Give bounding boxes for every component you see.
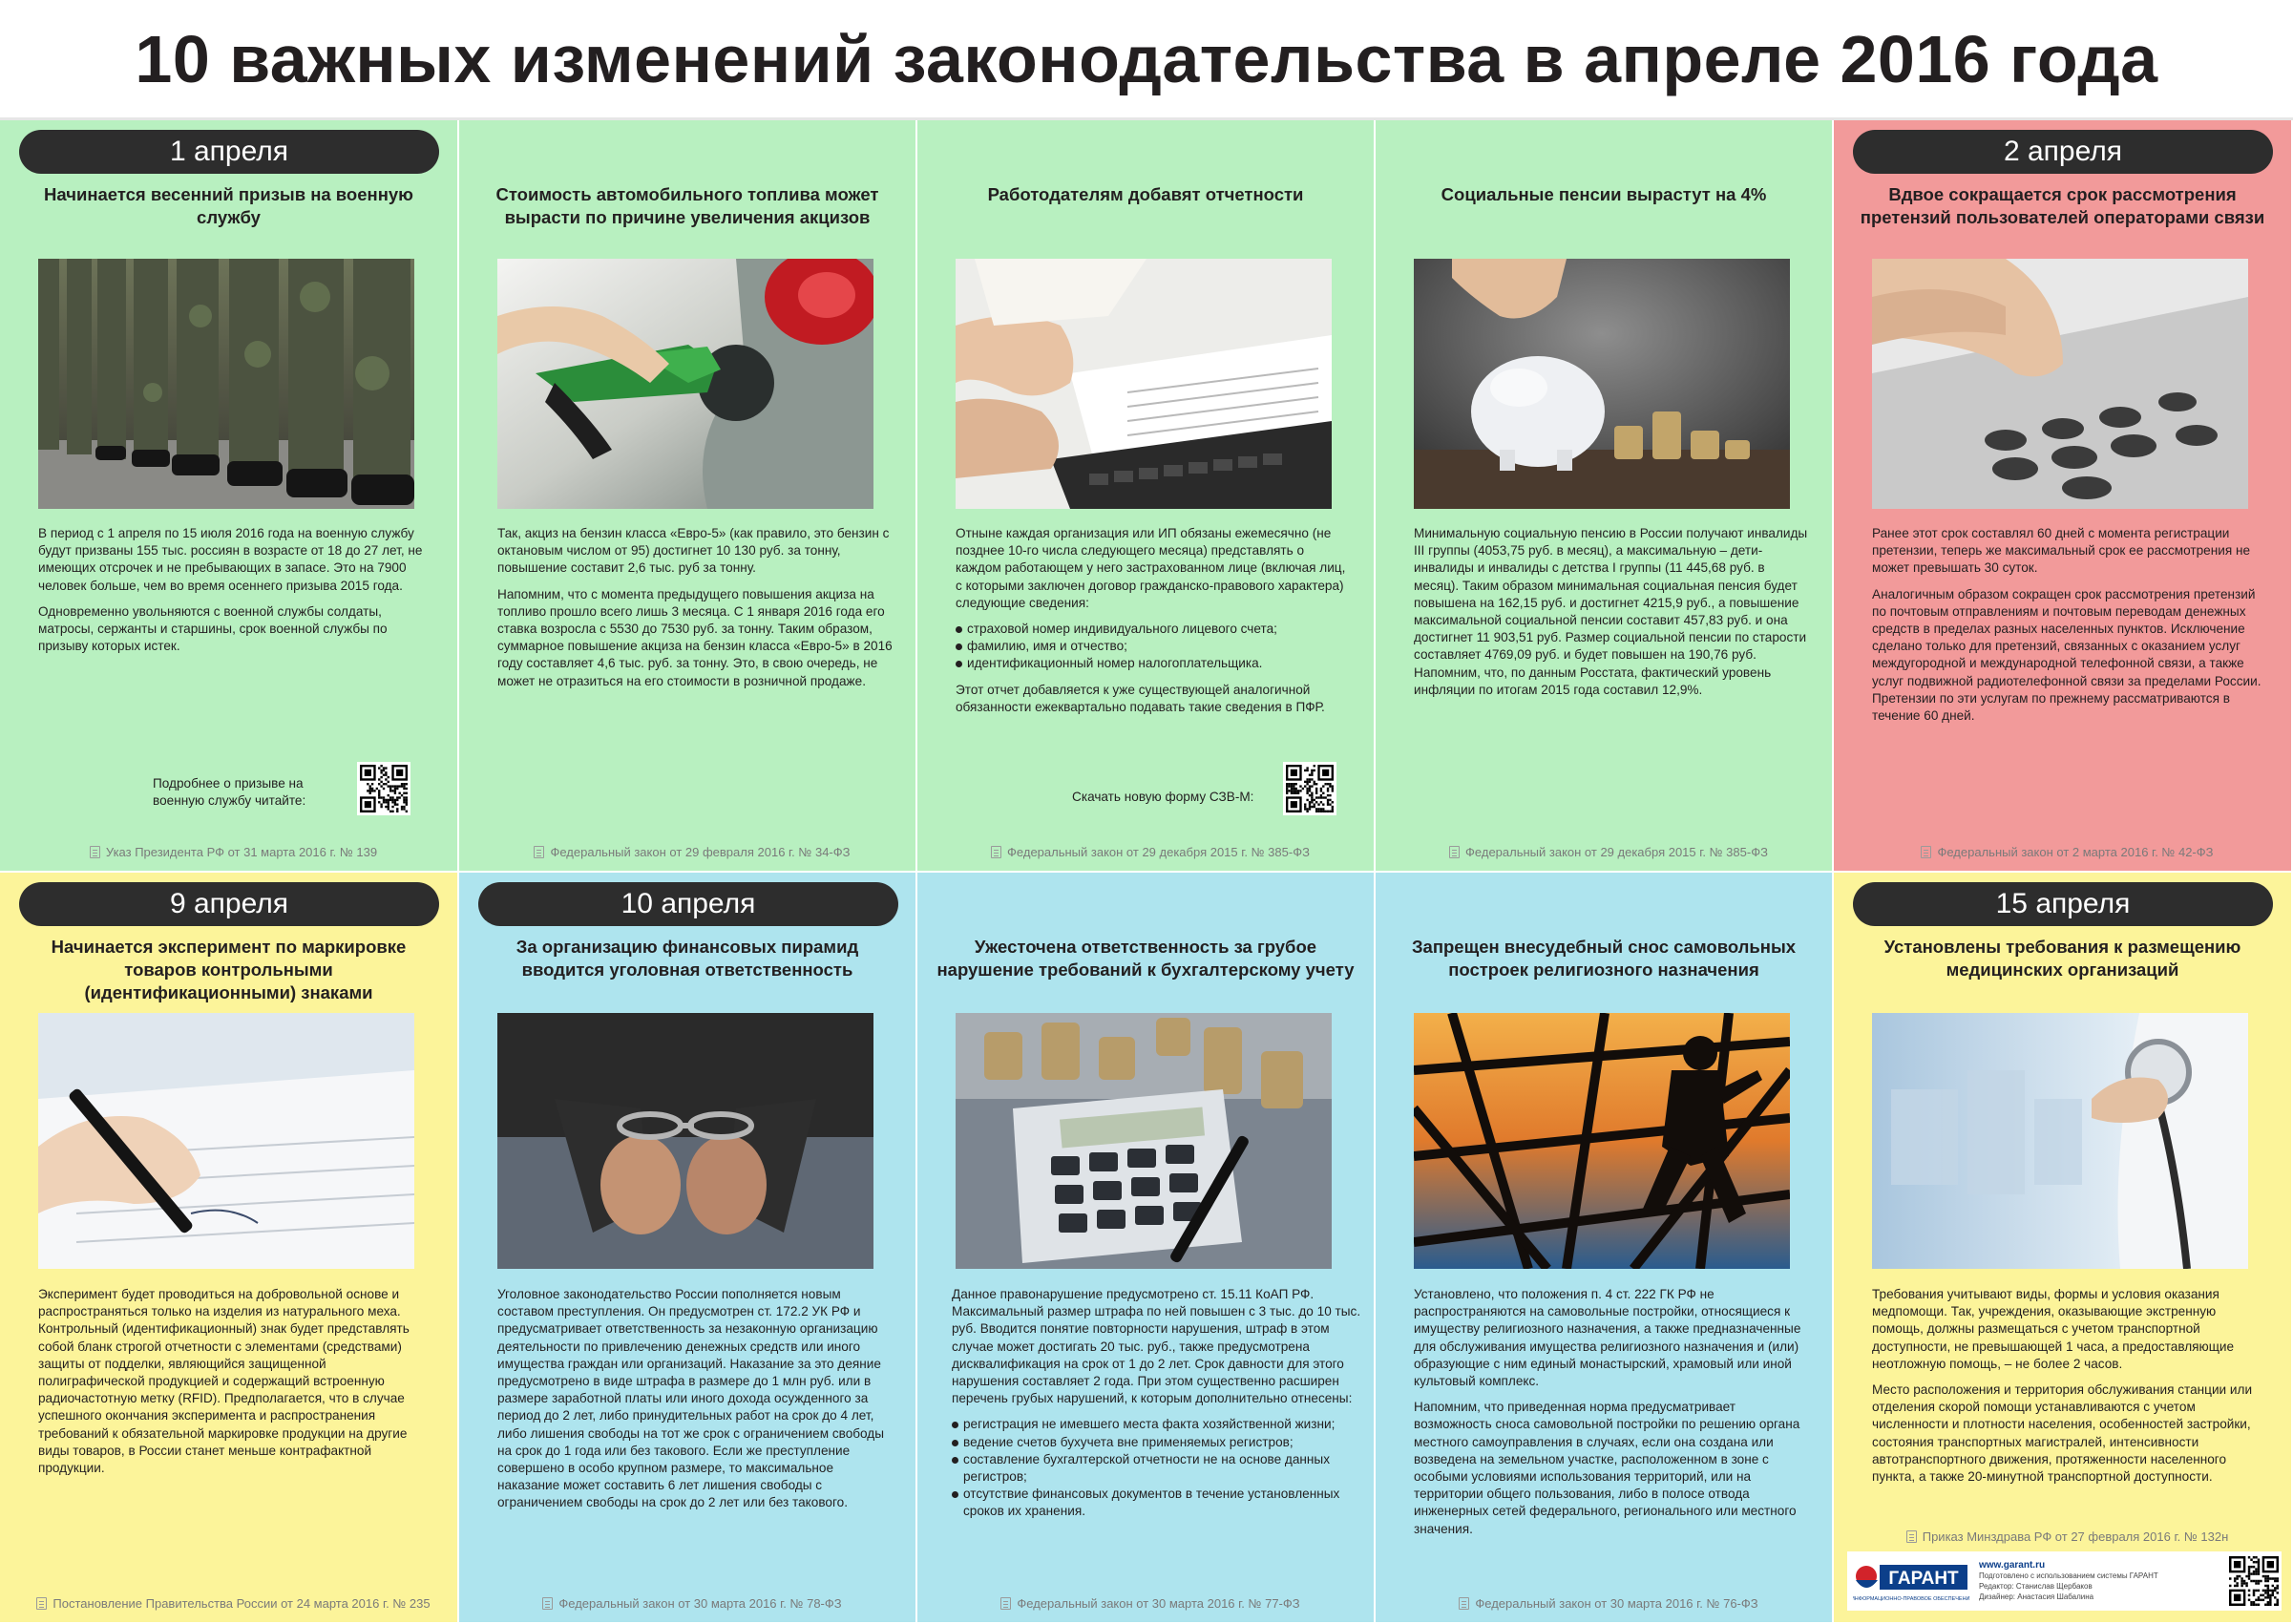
card-body bbox=[1414, 1286, 1811, 1547]
garant-text bbox=[1979, 1560, 2189, 1602]
card-heading: Вдвое сокращается срок рассмотрения претензий пользователей операторами связи bbox=[1860, 184, 2265, 227]
date-pill: 10 апреля bbox=[478, 882, 898, 926]
card-body bbox=[38, 525, 436, 664]
paragraph: Данное правонарушение предусмотрено ст. 15.11 КоАП РФ. Максимальный размер штрафа по ней повышен с 3 тыс. до 10 тыс. руб. Вводится понятие повторности нарушения, штраф в этом случае может достигать 20 тыс. руб., также предусмотрена дисквалификация на срок от 1 до 2 лет. Срок давности для этого нарушения составляет 2 года. При этом существенно расширен перечень грубых нарушений, к которым дополнительно отнесены: bbox=[952, 1287, 1361, 1406]
card-medical-organizations bbox=[1834, 873, 2293, 1624]
credit-line: Подготовлено с использованием системы ГАРАНТ bbox=[1979, 1571, 2158, 1580]
paragraph: Уголовное законодательство России пополняется новым составом преступления. Он предусмотрен ст. 172.2 УК РФ и предусматривает ответственность за незаконную организацию деятельности по привлечению денежных средств или иного имущества граждан или организаций. Наказание за это деяние предусмотрено в виде штрафа в размере до 1 млн руб. или в размере заработной платы или иного дохода осужденного за период до 2 лет, либо принудительных работ на срок до 4 лет, либо лишения свободы на тот же срок с ограничением свободы на срок до 1 года или без такового. Если же преступление совершено в особо крупном размере, то максимальное наказание может составить 6 лет лишения свободы с ограничением свободы на срок до 2 лет или без такового. bbox=[497, 1287, 884, 1510]
date-pill: 15 апреля bbox=[1853, 882, 2273, 926]
card-religious-buildings bbox=[1376, 873, 1834, 1624]
paragraph: В период с 1 апреля по 15 июля 2016 года на военную службу будут призваны 155 тыс. россиян в возрасте от 18 до 27 лет, не имеющих отсрочек и не пребывающих в запасе. Это на 7900 человек больше, чем во время осеннего призыва 2015 года. bbox=[38, 526, 423, 593]
card-heading: Запрещен внесудебный снос самовольных построек религиозного назначения bbox=[1411, 937, 1797, 980]
list-item: составление бухгалтерской отчетности не на основе данных регистров; bbox=[952, 1451, 1362, 1486]
paragraph: Ранее этот срок составлял 60 дней с момента регистрации претензии, теперь же максимальный срок ее рассмотрения не может превышать 30 суток. bbox=[1872, 526, 2251, 576]
card-body bbox=[1872, 1286, 2270, 1494]
card-conscription bbox=[0, 120, 459, 873]
stethoscope-photo bbox=[1872, 1013, 2248, 1269]
legal-source: Федеральный закон от 29 декабря 2015 г. № 385-ФЗ bbox=[1395, 842, 1822, 861]
card-body bbox=[1872, 525, 2270, 733]
legal-source: Приказ Минздрава РФ от 27 февраля 2016 г. № 132н bbox=[1853, 1527, 2282, 1546]
legal-source: Федеральный закон от 29 февраля 2016 г. № 34-ФЗ bbox=[478, 842, 906, 861]
garant-logo-subtitle: ИНФОРМАЦИОННО-ПРАВОВОЕ ОБЕСПЕЧЕНИЕ bbox=[1853, 1596, 1969, 1602]
garant-credits bbox=[1847, 1551, 2282, 1611]
legal-source: Федеральный закон от 30 марта 2016 г. № 77-ФЗ bbox=[936, 1593, 1364, 1613]
paragraph: Одновременно увольняются с военной службы солдаты, матросы, сержанты и старшины, срок военной службы по призыву которых истек. bbox=[38, 603, 388, 654]
qr-code[interactable] bbox=[357, 762, 410, 815]
legal-source: Федеральный закон от 30 марта 2016 г. № 76-ФЗ bbox=[1395, 1593, 1822, 1613]
fuel-nozzle-photo bbox=[497, 259, 873, 509]
garant-logo-text: ГАРАНТ bbox=[1888, 1569, 1959, 1589]
date-pill: 9 апреля bbox=[19, 882, 439, 926]
card-heading: Ужесточена ответственность за грубое нарушение требований к бухгалтерскому учету bbox=[936, 937, 1355, 980]
list-item: регистрация не имевшего места факта хозяйственной жизни; bbox=[952, 1416, 1362, 1433]
garant-logo[interactable] bbox=[1853, 1557, 1969, 1605]
card-heading: Установлены требования к размещению медицинских организаций bbox=[1883, 937, 2241, 980]
paragraph: Эксперимент будет проводиться на добровольной основе и распространяться только на изделия из натурального меха. Контрольный (идентификационный) знак будет представлять собой бланк строгой отчетности с элементами (средствами) защиты от подделки, являющийся защищенной полиграфической продукцией и содержащий встроенную радиочастотную метку (RFID). Предполагается, что в случае успешного окончания эксперимента и распространения требований к обязательной маркировке продукции на другие виды товаров, в России станет меньше контрафактной продукции. bbox=[38, 1287, 410, 1476]
legal-source: Федеральный закон от 30 марта 2016 г. № 78-ФЗ bbox=[478, 1593, 906, 1613]
calculator-coins-photo bbox=[956, 1013, 1332, 1269]
legal-source: Федеральный закон от 29 декабря 2015 г. № 385-ФЗ bbox=[936, 842, 1364, 861]
date-pill: 1 апреля bbox=[19, 130, 439, 174]
soldiers-boots-photo bbox=[38, 259, 414, 509]
legal-source: Указ Президента РФ от 31 марта 2016 г. № 139 bbox=[19, 842, 448, 861]
qr-code[interactable] bbox=[1283, 762, 1336, 815]
list-item: ведение счетов бухучета вне применяемых регистров; bbox=[952, 1434, 1362, 1451]
document-icon bbox=[90, 846, 100, 858]
card-body bbox=[1414, 525, 1811, 707]
card-heading: Работодателям добавят отчетности bbox=[987, 184, 1304, 204]
paragraph: Так, акциз на бензин класса «Евро-5» (как правило, это бензин с октановым числом от 95) достигнет 10 130 руб. за тонну, повышение составит 2,6 тыс. руб за тонну. bbox=[497, 526, 890, 576]
card-telecom-claims bbox=[1834, 120, 2293, 873]
list-item: идентификационный номер налогоплательщика. bbox=[956, 655, 1353, 672]
document-icon bbox=[1906, 1530, 1917, 1543]
bullet-list bbox=[952, 1416, 1362, 1520]
paragraph: Напомним, что приведенная норма предусматривает возможность сноса самовольной постройки по решению органа местного самоуправления в случаях, если она создана или возведена на земельном участке, расположенном в зоне с особыми условиями использования территорий, или на территории общего пользования, либо в полосе отвода инженерных сетей федерального, регионального или местного значения. bbox=[1414, 1400, 1800, 1536]
paragraph: Минимальную социальную пенсию в России получают инвалиды III группы (4053,75 руб. в месяц), а максимальную – дети-инвалиды и инвалиды с детства I группы (11 445,68 руб. в месяц). Таким образом минимальная социальная пенсия будет повышена на 162,15 руб. и достигнет 4215,9 руб., а повышение максимальной социальной пенсии составит 457,83 руб. и она достигнет 11 903,51 руб. Размер социальной пенсии по старости составляет 4769,09 руб. и будет повышен на 190,76 руб. Напомним, что, по данным Росстата, фактический уровень инфляции по итогам 2015 года составил 12,9%. bbox=[1414, 526, 1808, 697]
card-heading: Начинается эксперимент по маркировке товаров контрольными (идентификационными) знаками bbox=[51, 937, 407, 1002]
keyboard-documents-photo bbox=[956, 259, 1332, 509]
handcuffs-photo bbox=[497, 1013, 873, 1269]
paragraph: Отныне каждая организация или ИП обязаны ежемесячно (не позднее 10-го числа следующего месяца) представлять о каждом работающем у него застрахованном лице (включая лиц, с которыми заключен договор гражданско-правового характера) следующие сведения: bbox=[956, 526, 1346, 610]
document-icon bbox=[991, 846, 1001, 858]
list-item: отсутствие финансовых документов в течение установленных сроков их хранения. bbox=[952, 1486, 1362, 1520]
card-heading: За организацию финансовых пирамид вводится уголовная ответственность bbox=[515, 937, 859, 980]
card-social-pensions bbox=[1376, 120, 1834, 873]
card-employer-reporting bbox=[917, 120, 1376, 873]
list-item: фамилию, имя и отчество; bbox=[956, 638, 1353, 655]
paragraph: Аналогичным образом сокращен срок рассмотрения претензий по почтовым отправлениям и почтовым переводам денежных средств в пределах разных населенных пунктов. Исключение сделано только для претензий, связанных с оказанием услуг междугородной и международной телефонной связи, а также услуг подвижной радиотелефонной связи за пределами России. Претензии по эти услугам по прежнему рассматриваются в течение 60 дней. bbox=[1872, 586, 2261, 724]
document-icon bbox=[1459, 1597, 1469, 1610]
card-heading: Социальные пенсии вырастут на 4% bbox=[1441, 184, 1767, 204]
page-title: 10 важных изменений законодательства в апреле 2016 года bbox=[0, 0, 2293, 120]
bullet-list bbox=[956, 621, 1353, 673]
list-item: страховой номер индивидуального лицевого счета; bbox=[956, 621, 1353, 638]
construction-silhouette-photo bbox=[1414, 1013, 1790, 1269]
card-heading: Стоимость автомобильного топлива может вырасти по причине увеличения акцизов bbox=[495, 184, 879, 227]
phone-keypad-photo bbox=[1872, 259, 2248, 509]
cards-grid bbox=[0, 120, 2293, 1624]
document-icon bbox=[1449, 846, 1460, 858]
date-pill: 2 апреля bbox=[1853, 130, 2273, 174]
paragraph: Установлено, что положения п. 4 ст. 222 ГК РФ не распространяются на самовольные постройки, относящиеся к имуществу религиозного назначения, а также предназначенные для обслуживания имущества религиозного назначения и (или) образующие с ним единый монастырский, храмовый или иной культовый комплекс. bbox=[1414, 1287, 1801, 1389]
document-icon bbox=[542, 1597, 553, 1610]
card-body bbox=[497, 1286, 894, 1521]
card-goods-marking bbox=[0, 873, 459, 1624]
card-fuel-excise bbox=[459, 120, 917, 873]
card-body bbox=[956, 525, 1353, 725]
qr-code[interactable] bbox=[2226, 1553, 2282, 1609]
paragraph: Место расположения и территория обслуживания станции или отделения скорой помощи устанавливаются с учетом численности и плотности населения, особенностей застройки, состояния транспортных магистралей, интенсивности автотранспортного движения, протяженности населенного пункта, а также 20-минутной транспортной доступности. bbox=[1872, 1382, 2253, 1485]
card-body bbox=[497, 525, 894, 699]
qr-note: Скачать новую форму СЗВ-М: bbox=[1072, 790, 1254, 804]
paragraph: Напомним, что с момента предыдущего повышения акциза на топливо прошло всего лишь 3 месяца. С 1 января 2016 года его ставка возросла с 5530 до 7530 руб. за тонну. Таким образом, суммарное повышение акциза на бензин класса «Евро-5» в 2016 году составляет 4,6 тыс. руб. за тонну. Это, в свою очередь, не может не отразиться на его стоимости в розничной продаже. bbox=[497, 586, 893, 688]
piggy-bank-photo bbox=[1414, 259, 1790, 509]
card-financial-pyramids bbox=[459, 873, 917, 1624]
document-icon bbox=[1000, 1597, 1011, 1610]
credit-line: Редактор: Станислав Щербаков bbox=[1979, 1582, 2093, 1591]
document-icon bbox=[1921, 846, 1931, 858]
credit-line: Дизайнер: Анастасия Шабалина bbox=[1979, 1592, 2094, 1601]
qr-note: Подробнее о призыве на военную службу читайте: bbox=[153, 776, 306, 808]
card-body bbox=[38, 1286, 436, 1486]
legal-source: Постановление Правительства России от 24 марта 2016 г. № 235 bbox=[19, 1593, 448, 1613]
document-icon bbox=[36, 1597, 47, 1610]
garant-url[interactable]: www.garant.ru bbox=[1979, 1560, 2046, 1571]
paragraph: Этот отчет добавляется к уже существующей аналогичной обязанности ежеквартально подавать такие сведения в ПФР. bbox=[956, 682, 1325, 714]
writing-pen-photo bbox=[38, 1013, 414, 1269]
legal-source: Федеральный закон от 2 марта 2016 г. № 42-ФЗ bbox=[1853, 842, 2282, 861]
card-accounting-violation bbox=[917, 873, 1376, 1624]
document-icon bbox=[534, 846, 544, 858]
paragraph: Требования учитывают виды, формы и условия оказания медпомощи. Так, учреждения, оказывающие экстренную помощь, должны размещаться с учетом транспортной доступности, не превышающей 1 часа, а предоставляющие неотложную помощь, – не более 2 часов. bbox=[1872, 1287, 2235, 1371]
card-heading: Начинается весенний призыв на военную службу bbox=[44, 184, 413, 227]
card-body bbox=[952, 1286, 1362, 1529]
